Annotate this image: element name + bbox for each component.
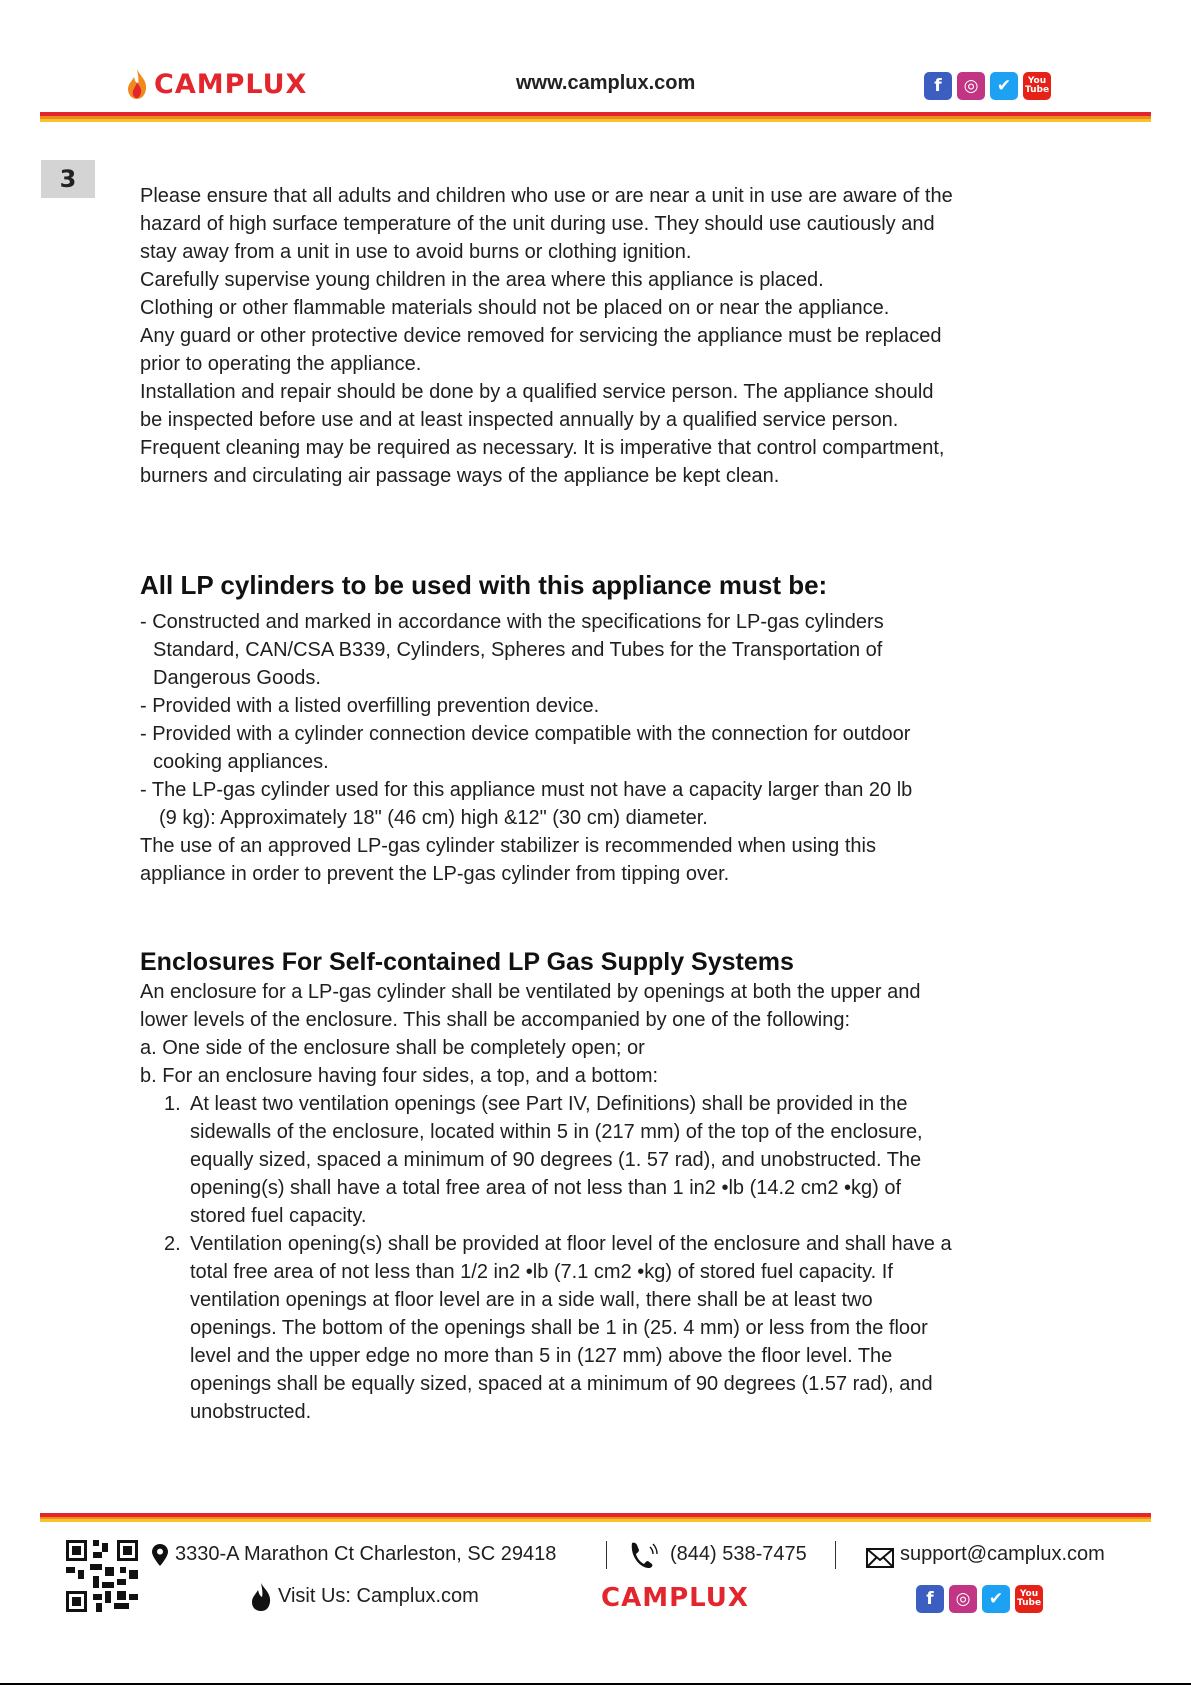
page-header (0, 0, 1191, 130)
enclosure-line: a. One side of the enclosure shall be completely open; or (140, 1037, 645, 1059)
item-number: 1. (164, 1093, 181, 1115)
list-item: - Provided with a cylinder connection device compatible with the connection for outdoor (140, 723, 911, 745)
instagram-icon[interactable]: ◎ (949, 1585, 977, 1613)
list-item: The use of an approved LP-gas cylinder stabilizer is recommended when using this (140, 835, 876, 857)
flame-icon (250, 1582, 272, 1612)
item-line: openings shall be equally sized, spaced at a minimum of 90 degrees (1.57 rad), and (190, 1373, 933, 1395)
intro-line: Please ensure that all adults and children who use or are near a unit in use are aware of the (140, 185, 953, 207)
instagram-icon[interactable]: ◎ (957, 72, 985, 100)
enclosure-line: b. For an enclosure having four sides, a top, and a bottom: (140, 1065, 659, 1087)
intro-line: stay away from a unit in use to avoid burns or clothing ignition. (140, 241, 692, 263)
numbered-list (140, 1090, 1070, 1426)
lp-cylinders-heading: All LP cylinders to be used with this appliance must be: (140, 570, 828, 600)
flame-icon (126, 68, 148, 100)
location-pin-icon (152, 1544, 168, 1566)
item-line: opening(s) shall have a total free area of not less than 1 in2 •lb (14.2 cm2 •kg) of (190, 1177, 902, 1199)
camplux-logo (126, 68, 307, 100)
intro-line: Installation and repair should be done by a qualified service person. The appliance should (140, 381, 934, 403)
phone-icon (628, 1541, 662, 1569)
list-item: - The LP-gas cylinder used for this appliance must not have a capacity larger than 20 lb (140, 779, 913, 801)
facebook-icon[interactable]: f (924, 72, 952, 100)
list-item: Dangerous Goods. (153, 667, 321, 689)
item-line: total free area of not less than 1/2 in2 •lb (7.1 cm2 •kg) of stored fuel capacity. If (190, 1261, 893, 1283)
brand-name: CAMPLUX (154, 68, 308, 100)
footer-separator (835, 1541, 836, 1569)
item-text (190, 1230, 1070, 1426)
footer-address: 3330-A Marathon Ct Charleston, SC 29418 (175, 1543, 557, 1565)
item-line: unobstructed. (190, 1401, 312, 1423)
item-line: ventilation openings at floor level are in a side wall, there shall be at least two (190, 1289, 873, 1311)
item-line: level and the upper edge no more than 5 in (127 mm) above the floor level. The (190, 1345, 893, 1367)
website-url[interactable]: www.camplux.com (516, 72, 696, 94)
list-item: Standard, CAN/CSA B339, Cylinders, Spheres and Tubes for the Transportation of (153, 639, 883, 661)
social-icons (924, 72, 1051, 100)
qr-code-icon[interactable] (66, 1540, 138, 1612)
page-number: 3 (41, 160, 95, 198)
main-content (140, 182, 1070, 1426)
footer-social-icons (916, 1585, 1043, 1613)
list-item: - Constructed and marked in accordance with the specifications for LP-gas cylinders (140, 611, 884, 633)
item-line: stored fuel capacity. (190, 1205, 367, 1227)
intro-line: prior to operating the appliance. (140, 353, 422, 375)
item-text (190, 1090, 1070, 1230)
footer-email[interactable]: support@camplux.com (900, 1543, 1105, 1565)
item-line: At least two ventilation openings (see Part IV, Definitions) shall be provided in the (190, 1093, 908, 1115)
footer-divider (40, 1513, 1151, 1522)
youtube-icon[interactable]: You Tube (1023, 72, 1051, 100)
numbered-item (164, 1230, 1070, 1426)
numbered-item (164, 1090, 1070, 1230)
footer-separator (606, 1541, 607, 1569)
enclosure-line: lower levels of the enclosure. This shall be accompanied by one of the following: (140, 1009, 851, 1031)
list-item: (9 kg): Approximately 18" (46 cm) high &12" (30 cm) diameter. (159, 807, 708, 829)
twitter-icon[interactable]: ✔ (982, 1585, 1010, 1613)
footer-brand-logo: CAMPLUX (601, 1583, 749, 1613)
header-divider (40, 112, 1151, 122)
item-number: 2. (164, 1233, 181, 1255)
lp-requirements-list (140, 608, 1070, 888)
list-item: cooking appliances. (153, 751, 329, 773)
intro-line: be inspected before use and at least inspected annually by a qualified service person. (140, 409, 899, 431)
item-line: openings. The bottom of the openings shall be 1 in (25. 4 mm) or less from the floor (190, 1317, 928, 1339)
intro-line: Carefully supervise young children in the area where this appliance is placed. (140, 269, 824, 291)
intro-line: Frequent cleaning may be required as necessary. It is imperative that control compartment, (140, 437, 945, 459)
item-line: equally sized, spaced a minimum of 90 degrees (1. 57 rad), and unobstructed. The (190, 1149, 922, 1171)
list-item: appliance in order to prevent the LP-gas cylinder from tipping over. (140, 863, 730, 885)
item-line: sidewalls of the enclosure, located within 5 in (217 mm) of the top of the enclosure, (190, 1121, 923, 1143)
enclosures-body (140, 978, 1070, 1426)
twitter-icon[interactable]: ✔ (990, 72, 1018, 100)
list-item: - Provided with a listed overfilling prevention device. (140, 695, 600, 717)
enclosure-line: An enclosure for a LP-gas cylinder shall be ventilated by openings at both the upper and (140, 981, 921, 1003)
intro-line: burners and circulating air passage ways of the appliance be kept clean. (140, 465, 780, 487)
footer-visit-link[interactable]: Visit Us: Camplux.com (278, 1585, 479, 1607)
email-icon (866, 1548, 894, 1568)
intro-line: hazard of high surface temperature of the unit during use. They should use cautiously and (140, 213, 935, 235)
youtube-icon[interactable]: You Tube (1015, 1585, 1043, 1613)
facebook-icon[interactable]: f (916, 1585, 944, 1613)
enclosures-heading: Enclosures For Self-contained LP Gas Supply Systems (140, 948, 794, 976)
footer-phone[interactable]: (844) 538-7475 (670, 1543, 807, 1565)
intro-line: Clothing or other flammable materials should not be placed on or near the appliance. (140, 297, 890, 319)
intro-line: Any guard or other protective device removed for servicing the appliance must be replaced (140, 325, 942, 347)
intro-paragraphs (140, 182, 1070, 490)
item-line: Ventilation opening(s) shall be provided at floor level of the enclosure and shall have a (190, 1233, 952, 1255)
